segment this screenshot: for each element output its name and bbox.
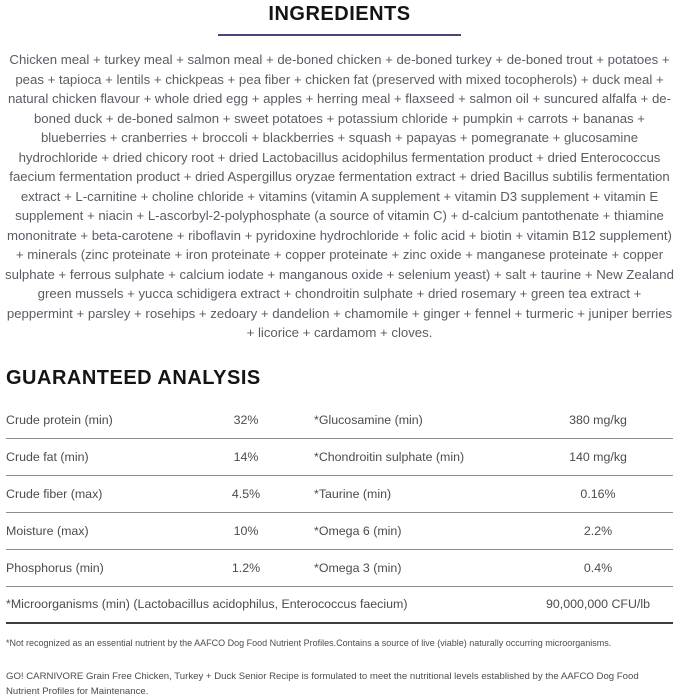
- nutrient-label: Crude fat (min): [6, 449, 89, 464]
- ingredients-header: [0, 0, 679, 36]
- table-row: [6, 476, 673, 513]
- nutrient-label: Moisture (max): [6, 523, 89, 538]
- aafco-footnote: *Not recognized as an essential nutrient by the AAFCO Dog Food Nutrient Profiles.Contains a source of live (viable) naturally occurring microorganisms.: [6, 637, 612, 648]
- nutrient-value: 380 mg/kg: [569, 412, 627, 427]
- nutrient-label: *Taurine (min): [314, 486, 392, 501]
- nutrient-value: 14%: [233, 449, 259, 464]
- ingredients-title: INGREDIENTS: [268, 3, 411, 25]
- nutrient-value: 0.16%: [580, 486, 616, 501]
- nutrient-label: *Chondroitin sulphate (min): [314, 449, 465, 464]
- guaranteed-analysis-title: GUARANTEED ANALYSIS: [6, 366, 261, 389]
- nutrient-label: *Omega 3 (min): [314, 560, 402, 575]
- table-row: [6, 550, 673, 587]
- nutrient-label: *Microorganisms (min) (Lactobacillus acidophilus, Enterococcus faecium): [6, 597, 408, 611]
- nutrient-label: Crude protein (min): [6, 412, 113, 427]
- table-row: [6, 439, 673, 476]
- table-row: [6, 402, 673, 439]
- nutrient-value: 140 mg/kg: [569, 449, 627, 464]
- nutrient-label: Phosphorus (min): [6, 560, 104, 575]
- accent-divider: [218, 34, 461, 36]
- nutrient-label: Crude fiber (max): [6, 486, 103, 501]
- formulation-statement: GO! CARNIVORE Grain Free Chicken, Turkey + Duck Senior Recipe is formulated to meet the nutritional levels established by the AAFCO Dog Food Nutrient Profiles for Maintenance.: [6, 670, 639, 697]
- nutrient-label: *Glucosamine (min): [314, 412, 423, 427]
- nutrient-value: 1.2%: [231, 560, 261, 575]
- nutrient-value: 2.2%: [583, 523, 613, 538]
- guaranteed-analysis-table: [6, 402, 673, 624]
- table-row: [6, 513, 673, 550]
- nutrient-value: 32%: [233, 412, 259, 427]
- nutrient-value: 4.5%: [231, 486, 261, 501]
- nutrient-value: 10%: [233, 523, 259, 538]
- ingredients-paragraph: Chicken meal + turkey meal + salmon meal + de-boned chicken + de-boned turkey + de-boned trout + potatoes + peas + tapioca + lentils + chickpeas + pea fiber + chicken fat (preserved with mixed tocopherols) + duck meal + natural chicken flavour + whole dried egg + apples + herring meal + flaxseed + salmon oil + suncured alfalfa + de-boned duck + de-boned salmon + sweet potatoes + potassium chloride + pumpkin + carrots + bananas + blueberries + cranberries + broccoli + blackberries + squash + papayas + pomegranate + glucosamine hydrochloride + dried chicory root + dried Lactobacillus acidophilus fermentation product + dried Enterococcus faecium fermentation product + dried Aspergillus oryzae fermentation extract + dried Bacillus subtilis fermentation extract + L-carnitine + choline chloride + vitamins (vitamin A supplement + vitamin D3 supplement + vitamin E supplement + niacin + L-ascorbyl-2-polyphosphate (a source of vitamin C) + d-calcium pantothenate + thiamine mononitrate + beta-carotene + riboflavin + pyridoxine hydrochloride + folic acid + biotin + vitamin B12 supplement) + minerals (zinc proteinate + iron proteinate + copper proteinate + zinc oxide + manganese proteinate + copper sulphate + ferrous sulphate + calcium iodate + manganous oxide + selenium yeast) + salt + taurine + New Zealand green mussels + yucca schidigera extract + chondroitin sulphate + dried rosemary + green tea extract + peppermint + parsley + rosehips + zedoary + dandelion + chamomile + ginger + fennel + turmeric + juniper berries + licorice + cardamom + cloves.: [5, 52, 674, 340]
- nutrient-value: 90,000,000 CFU/lb: [545, 597, 650, 611]
- table-row-microorganisms: [6, 587, 673, 624]
- nutrient-value: 0.4%: [583, 560, 613, 575]
- nutrient-label: *Omega 6 (min): [314, 523, 402, 538]
